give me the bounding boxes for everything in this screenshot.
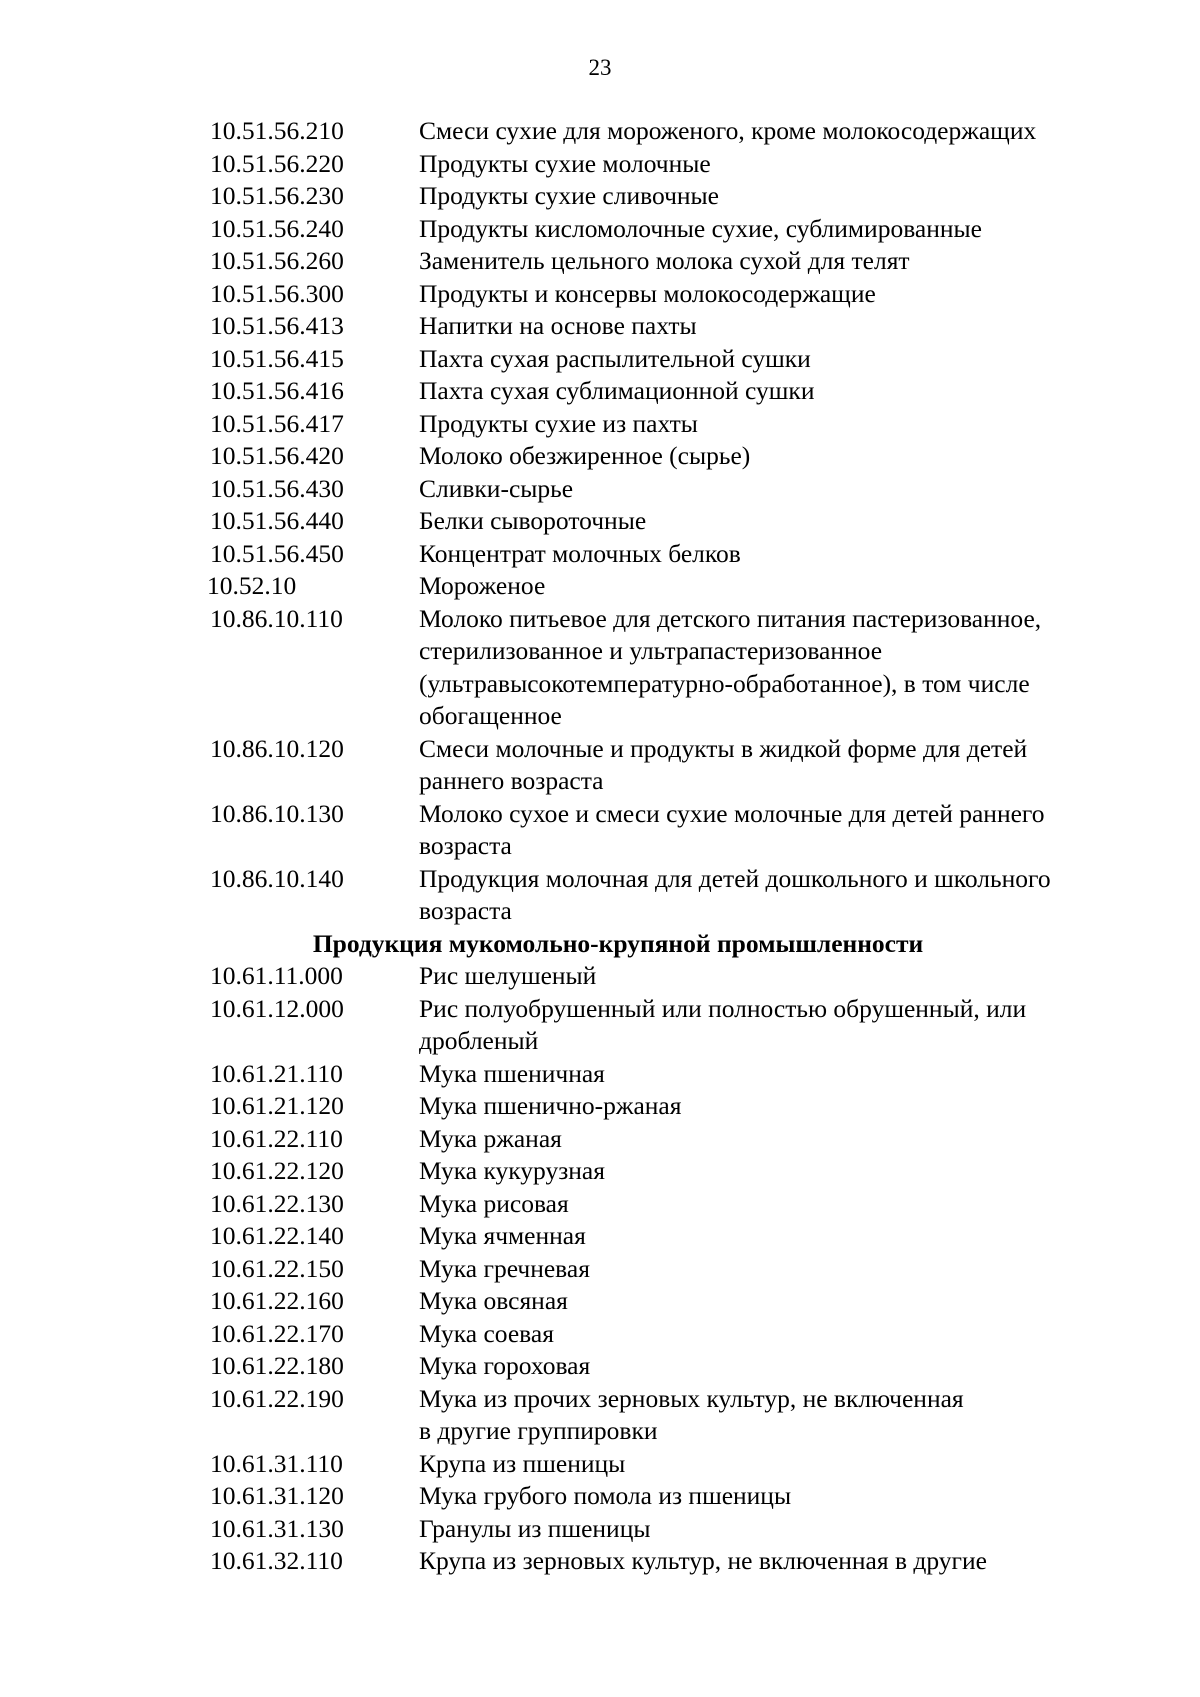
- okpd-code: 10.86.10.140: [210, 863, 344, 893]
- product-description: [419, 538, 1135, 571]
- okpd-code: 10.51.56.230: [210, 181, 344, 210]
- product-description: [419, 1155, 1135, 1188]
- product-description: [419, 1513, 1135, 1546]
- table-row: [0, 148, 1200, 181]
- okpd-code: 10.51.56.416: [210, 376, 344, 405]
- product-description: [419, 115, 1135, 148]
- description-line: возраста: [419, 831, 512, 860]
- table-row: [0, 1350, 1200, 1383]
- product-description: [419, 278, 1135, 311]
- product-description: [419, 603, 1135, 733]
- table-row: [0, 213, 1200, 246]
- product-description: [419, 960, 1135, 993]
- okpd-code: 10.51.56.417: [210, 408, 344, 438]
- okpd-code: 10.51.56.300: [210, 278, 344, 308]
- okpd-code: 10.61.21.110: [210, 1058, 343, 1088]
- description-line: Мука гречневая: [419, 1253, 590, 1283]
- product-description: [419, 570, 1135, 603]
- description-line: Продукты сухие сливочные: [419, 181, 719, 210]
- description-line: Рис шелушеный: [419, 961, 597, 990]
- okpd-code: 10.61.22.130: [210, 1188, 344, 1218]
- okpd-code: 10.86.10.130: [210, 798, 344, 828]
- okpd-code: 10.51.56.440: [210, 506, 344, 535]
- description-line: Мука грубого помола из пшеницы: [419, 1481, 792, 1510]
- okpd-code: 10.51.56.450: [210, 538, 344, 568]
- page-number: 23: [588, 55, 612, 80]
- description-line: Продукция молочная для детей дошкольного и школьного: [419, 863, 1051, 893]
- okpd-code: 10.61.12.000: [210, 993, 344, 1023]
- document-body: [0, 115, 1200, 1578]
- description-line: Мука из прочих зерновых культур, не включенная: [419, 1383, 964, 1413]
- description-line: Мука овсяная: [419, 1286, 568, 1315]
- okpd-code: 10.61.32.110: [210, 1546, 343, 1575]
- product-description: [419, 1383, 1135, 1448]
- okpd-code: 10.61.22.110: [210, 1123, 343, 1153]
- product-description: [419, 1350, 1135, 1383]
- okpd-code: 10.61.31.110: [210, 1448, 343, 1478]
- table-row: [0, 343, 1200, 376]
- description-line: Рис полуобрушенный или полностью обрушенный, или: [419, 993, 1027, 1023]
- product-description: [419, 1220, 1135, 1253]
- table-row: [0, 1383, 1200, 1448]
- description-line: Мука соевая: [419, 1318, 554, 1348]
- description-line: Продукты сухие из пахты: [419, 408, 698, 438]
- okpd-code: 10.86.10.120: [210, 733, 344, 763]
- product-description: [419, 1123, 1135, 1156]
- table-row: [0, 180, 1200, 213]
- okpd-code: 10.61.22.180: [210, 1351, 344, 1380]
- product-description: [419, 505, 1135, 538]
- description-line: в другие группировки: [419, 1416, 658, 1445]
- product-description: [419, 440, 1135, 473]
- description-line: Заменитель цельного молока сухой для телят: [419, 246, 910, 275]
- description-line: Крупа из пшеницы: [419, 1448, 626, 1478]
- description-line: Белки сывороточные: [419, 506, 647, 535]
- product-description: [419, 733, 1135, 798]
- okpd-code: 10.51.56.220: [210, 148, 344, 178]
- table-row: [0, 570, 1200, 603]
- okpd-code: 10.86.10.110: [210, 603, 343, 633]
- product-description: [419, 863, 1135, 928]
- okpd-code: 10.61.31.120: [210, 1481, 344, 1510]
- description-line: Молоко обезжиренное (сырье): [419, 441, 751, 470]
- okpd-code: 10.61.22.120: [210, 1156, 344, 1185]
- description-line: стерилизованное и ультрапастеризованное: [419, 636, 883, 665]
- okpd-code: 10.51.56.210: [210, 116, 344, 145]
- description-line: Пахта сухая распылительной сушки: [419, 343, 811, 373]
- product-description: [419, 1285, 1135, 1318]
- table-row: [0, 1513, 1200, 1546]
- table-row: [0, 115, 1200, 148]
- table-row: [0, 1480, 1200, 1513]
- product-description: [419, 1480, 1135, 1513]
- okpd-code: 10.52.10: [207, 571, 297, 600]
- description-line: Гранулы из пшеницы: [419, 1513, 651, 1543]
- okpd-code: 10.51.56.430: [210, 473, 344, 503]
- table-row: [0, 1123, 1200, 1156]
- description-line: Молоко сухое и смеси сухие молочные для детей раннего: [419, 798, 1045, 828]
- table-row: [0, 993, 1200, 1058]
- product-description: [419, 343, 1135, 376]
- table-row: [0, 1448, 1200, 1481]
- product-description: [419, 1090, 1135, 1123]
- okpd-code: 10.61.22.170: [210, 1318, 344, 1348]
- table-row: [0, 733, 1200, 798]
- okpd-code: 10.61.22.190: [210, 1383, 344, 1413]
- product-description: [419, 180, 1135, 213]
- product-description: [419, 473, 1135, 506]
- description-line: Продукты сухие молочные: [419, 148, 711, 178]
- dairy-products-list: [0, 115, 1200, 928]
- description-line: Пахта сухая сублимационной сушки: [419, 376, 815, 405]
- description-line: Концентрат молочных белков: [419, 538, 741, 568]
- product-description: [419, 798, 1135, 863]
- description-line: раннего возраста: [419, 766, 604, 795]
- table-row: [0, 505, 1200, 538]
- description-line: (ультравысокотемпературно-обработанное), в том числе: [419, 668, 1030, 698]
- description-line: Смеси сухие для мороженого, кроме молокосодержащих: [419, 116, 1037, 145]
- product-description: [419, 1188, 1135, 1221]
- product-description: [419, 245, 1135, 278]
- product-description: [419, 148, 1135, 181]
- description-line: Молоко питьевое для детского питания пастеризованное,: [419, 603, 1042, 633]
- table-row: [0, 1253, 1200, 1286]
- description-line: Мука пшеничная: [419, 1058, 605, 1088]
- description-line: Мука кукурузная: [419, 1156, 605, 1185]
- product-description: [419, 375, 1135, 408]
- description-line: обогащенное: [419, 701, 562, 730]
- table-row: [0, 408, 1200, 441]
- product-description: [419, 213, 1135, 246]
- description-line: Мороженое: [419, 571, 546, 600]
- table-row: [0, 1188, 1200, 1221]
- product-description: [419, 1545, 1135, 1578]
- okpd-code: 10.61.22.160: [210, 1286, 344, 1315]
- table-row: [0, 1058, 1200, 1091]
- product-description: [419, 1318, 1135, 1351]
- description-line: Напитки на основе пахты: [419, 311, 697, 340]
- product-description: [419, 408, 1135, 441]
- description-line: Мука гороховая: [419, 1351, 591, 1380]
- table-row: [0, 245, 1200, 278]
- section-heading: Продукция мукомольно-крупяной промышленности: [312, 928, 924, 958]
- table-row: [0, 440, 1200, 473]
- description-line: Продукты кисломолочные сухие, сублимированные: [419, 213, 982, 243]
- table-row: [0, 1285, 1200, 1318]
- table-row: [0, 310, 1200, 343]
- table-row: [0, 538, 1200, 571]
- description-line: Мука ячменная: [419, 1221, 586, 1250]
- table-row: [0, 1545, 1200, 1578]
- table-row: [0, 473, 1200, 506]
- table-row: [0, 863, 1200, 928]
- product-description: [419, 1058, 1135, 1091]
- okpd-code: 10.61.31.130: [210, 1513, 344, 1543]
- okpd-code: 10.61.22.140: [210, 1221, 344, 1250]
- table-row: [0, 798, 1200, 863]
- description-line: Мука ржаная: [419, 1123, 562, 1153]
- okpd-code: 10.51.56.260: [210, 246, 344, 275]
- okpd-code: 10.51.56.413: [210, 311, 344, 340]
- milling-products-list: [0, 960, 1200, 1578]
- product-description: [419, 1448, 1135, 1481]
- table-row: [0, 278, 1200, 311]
- table-row: [0, 1318, 1200, 1351]
- description-line: Смеси молочные и продукты в жидкой форме для детей: [419, 733, 1028, 763]
- okpd-code: 10.61.11.000: [210, 961, 343, 990]
- description-line: Крупа из зерновых культур, не включенная в другие: [419, 1546, 987, 1575]
- product-description: [419, 1253, 1135, 1286]
- product-description: [419, 310, 1135, 343]
- table-row: [0, 1090, 1200, 1123]
- table-row: [0, 1220, 1200, 1253]
- okpd-code: 10.61.22.150: [210, 1253, 344, 1283]
- description-line: дробленый: [419, 1026, 539, 1055]
- table-row: [0, 603, 1200, 733]
- description-line: возраста: [419, 896, 512, 925]
- description-line: Сливки-сырье: [419, 473, 574, 503]
- description-line: Мука рисовая: [419, 1188, 569, 1218]
- okpd-code: 10.51.56.420: [210, 441, 344, 470]
- table-row: [0, 960, 1200, 993]
- description-line: Продукты и консервы молокосодержащие: [419, 278, 876, 308]
- okpd-code: 10.61.21.120: [210, 1091, 344, 1120]
- product-description: [419, 993, 1135, 1058]
- table-row: [0, 1155, 1200, 1188]
- okpd-code: 10.51.56.240: [210, 213, 344, 243]
- okpd-code: 10.51.56.415: [210, 343, 344, 373]
- description-line: Мука пшенично-ржаная: [419, 1091, 682, 1120]
- table-row: [0, 375, 1200, 408]
